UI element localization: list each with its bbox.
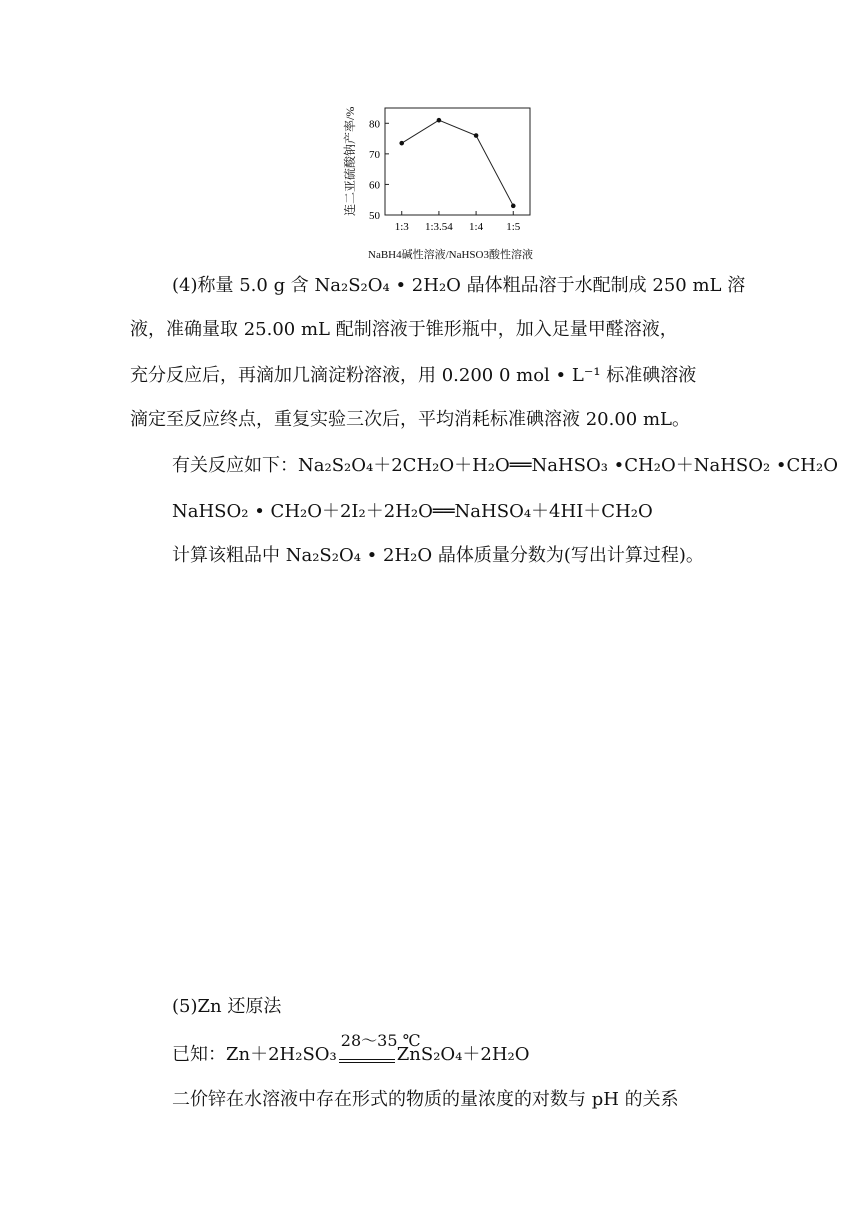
x-tick-label: 1:3 [394, 221, 409, 233]
q4-line4: 滴定至反应终点，重复实验三次后，平均消耗标准碘溶液 20.00 mL。 [130, 409, 690, 430]
known-suffix: ZnS₂O₄＋2H₂O [396, 1044, 530, 1065]
q5-title: (5)Zn 还原法 [172, 996, 282, 1017]
condition-text: 28～35 ℃ [340, 1031, 421, 1050]
x-tick-label: 1:4 [469, 221, 484, 233]
data-point [399, 141, 404, 146]
last-line: 二价锌在水溶液中存在形式的物质的量浓度的对数与 pH 的关系 [172, 1089, 679, 1110]
y-tick-label: 60 [369, 179, 380, 192]
x-tick-label: 1:5 [506, 221, 521, 233]
reaction2: NaHSO₂ • CH₂O＋2I₂＋2H₂O══NaHSO₄＋4HI＋CH₂O [172, 501, 653, 522]
q4-line3: 充分反应后，再滴加几滴淀粉溶液，用 0.200 0 mol • L⁻¹ 标准碘溶液 [130, 365, 697, 386]
q4-line2: 液，准确量取 25.00 mL 配制溶液于锥形瓶中，加入足量甲醛溶液， [130, 319, 678, 340]
y-tick-label: 70 [369, 148, 380, 161]
known-equation [172, 1031, 530, 1067]
x-tick-label: 1:3.54 [425, 221, 453, 233]
data-point [474, 133, 479, 138]
plot-frame [385, 108, 530, 215]
y-tick-label: 80 [369, 118, 380, 131]
x-axis-label: NaBH4碱性溶液/NaHSO3酸性溶液 [368, 249, 533, 261]
question: 计算该粗品中 Na₂S₂O₄ • 2H₂O 晶体质量分数为(写出计算过程)。 [172, 545, 704, 566]
data-point [511, 204, 516, 209]
data-point [437, 118, 442, 123]
yield-chart [330, 96, 570, 266]
q4-line1: (4)称量 5.0 g 含 Na₂S₂O₄ • 2H₂O 晶体粗品溶于水配制成 250 mL 溶 [172, 275, 746, 296]
known-prefix: 已知：Zn＋2H₂SO₃ [172, 1044, 337, 1065]
series-line [402, 120, 514, 206]
reaction-condition [337, 1031, 421, 1067]
y-axis-label: 连二亚硫酸钠产率/% [343, 106, 357, 216]
reaction-intro: 有关反应如下：Na₂S₂O₄＋2CH₂O＋H₂O══NaHSO₃ •CH₂O＋NaHSO₂ •CH₂O [172, 455, 838, 476]
y-tick-label: 50 [369, 210, 380, 222]
